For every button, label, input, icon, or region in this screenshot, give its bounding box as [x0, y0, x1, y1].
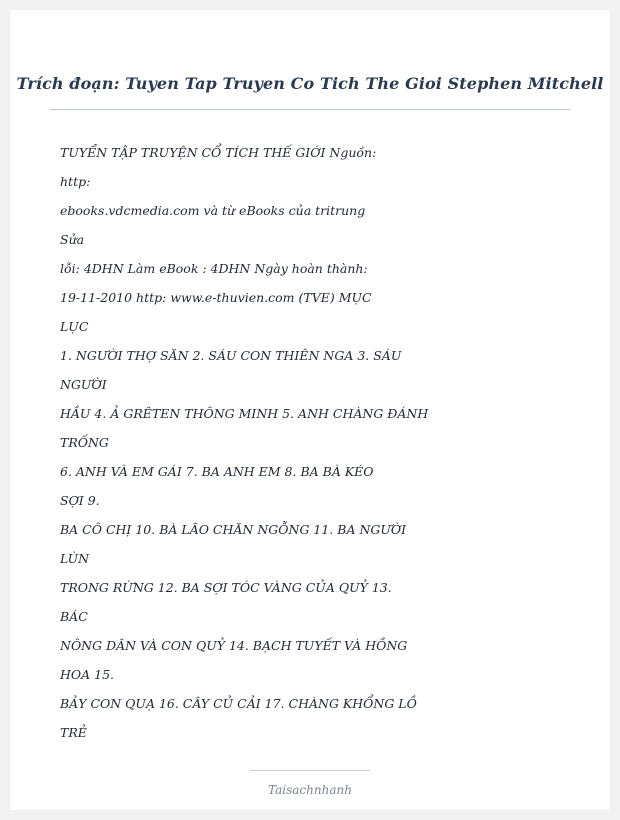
- body-line: Sửa: [60, 232, 85, 247]
- body-line: BÁC: [60, 609, 88, 624]
- body-line: LÙN: [60, 551, 90, 566]
- body-line: BẢY CON QUẠ 16. CÂY CỦ CẢI 17. CHÀNG KHỔNG LỒ: [60, 696, 417, 711]
- body-line: LỤC: [60, 319, 89, 334]
- body-line: 19-11-2010 http: www.e-thuvien.com (TVE) MỤC: [60, 290, 372, 305]
- body-line: HOA 15.: [60, 667, 115, 682]
- body-line: TRỐNG: [60, 435, 109, 450]
- body-line: TRONG RỪNG 12. BA SỢI TÓC VÀNG CỦA QUỶ 13.: [60, 580, 392, 595]
- body-line: ebooks.vdcmedia.com và từ eBooks của tritrung: [60, 203, 366, 218]
- body-line: lỗi: 4DHN Làm eBook : 4DHN Ngày hoàn thành:: [60, 261, 368, 276]
- document-body: [60, 138, 580, 747]
- footer-divider: [250, 770, 370, 771]
- body-line: BA CÔ CHỊ 10. BÀ LÃO CHĂN NGỖNG 11. BA NGƯỜI: [60, 522, 407, 537]
- body-line: NÔNG DÂN VÀ CON QUỶ 14. BẠCH TUYẾT VÀ HỒNG: [60, 638, 408, 653]
- body-line: 1. NGƯỜI THỢ SĂN 2. SÁU CON THIÊN NGA 3. SÁU: [60, 348, 402, 363]
- body-line: TUYỂN TẬP TRUYỆN CỔ TÍCH THẾ GIỚI Nguồn:: [60, 145, 377, 160]
- document-page: [10, 10, 610, 810]
- body-line: SỢI 9.: [60, 493, 100, 508]
- body-line: 6. ANH VÀ EM GÁI 7. BA ANH EM 8. BA BÀ KÉO: [60, 464, 374, 479]
- footer-label: Taisachnhanh: [268, 783, 352, 797]
- title-divider: [50, 109, 570, 110]
- body-line: NGƯỜI: [60, 377, 107, 392]
- document-title: Trích đoạn: Tuyen Tap Truyen Co Tich The Gioi Stephen Mitchell: [16, 74, 604, 93]
- body-line: HẦU 4. Ả GRÊTEN THÔNG MINH 5. ANH CHÀNG ĐÁNH: [60, 406, 429, 421]
- body-line: TRẺ: [60, 725, 87, 740]
- body-line: http:: [60, 174, 91, 189]
